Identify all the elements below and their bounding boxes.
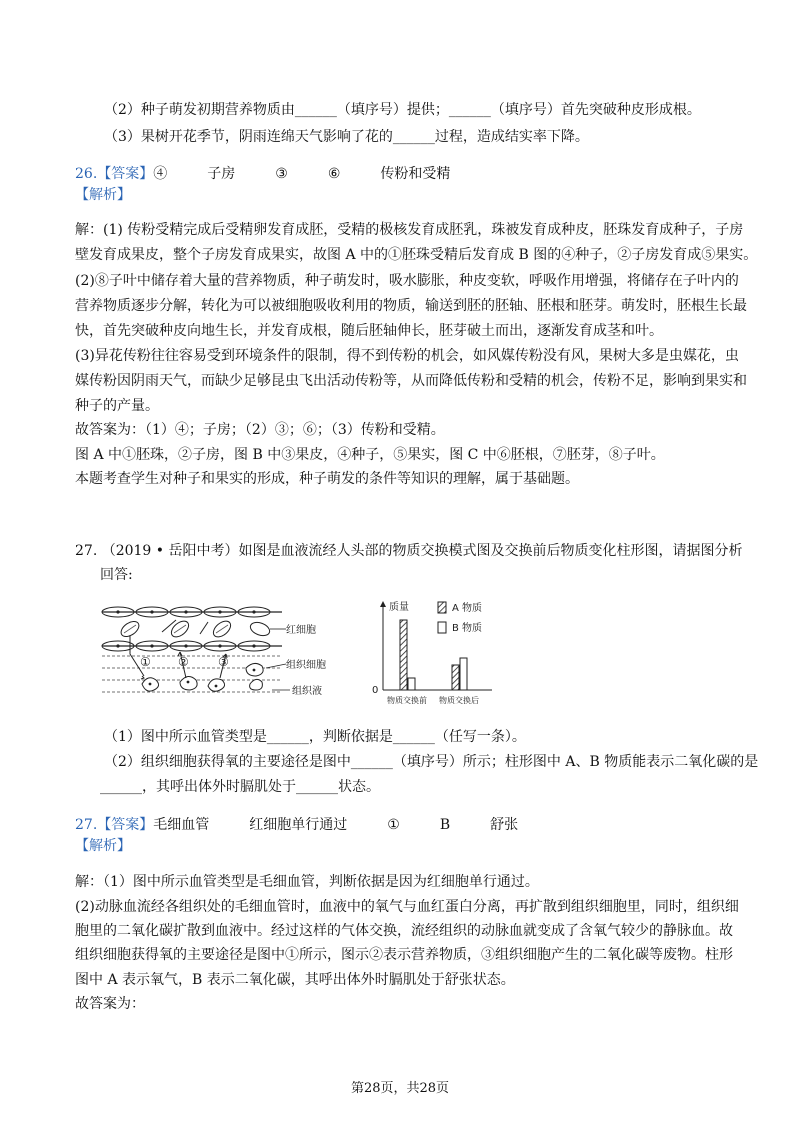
answer-item: 子房 [207, 166, 236, 182]
analysis-line: (2)⑧子叶中储存着大量的营养物质，种子萌发时，吸水膨胀，种皮变软，呼吸作用增强，将储存在子叶内的 [75, 273, 739, 289]
capillary-exchange-diagram [100, 602, 342, 702]
analysis-heading: 【解析】 [75, 187, 131, 203]
answer-tag: 【答案】 [97, 166, 154, 182]
analysis-line: 营养物质逐步分解，转化为可以被细胞吸收利用的物质，输送到胚的胚轴、胚根和胚芽。萌发时，胚根生长最 [75, 298, 747, 314]
answer-item: 舒张 [490, 817, 519, 833]
analysis-line: (2)动脉血流经各组织处的毛细血管时，血液中的氧气与血红蛋白分离，再扩散到组织细胞里，同时，组织细 [75, 899, 739, 915]
bar-a-2 [452, 665, 459, 690]
analysis-line: 胞里的二氧化碳扩散到血液中。经过这样的气体交换，流经组织的动脉血就变成了含氧气较少的静脉血。故 [75, 923, 733, 939]
analysis-heading: 【解析】 [75, 838, 131, 854]
answer-item: ① [387, 817, 400, 833]
answer-number: 27. [75, 817, 98, 833]
analysis-line: 图中 A 表示氧气，B 表示二氧化碳，其呼出体外时膈肌处于舒张状态。 [75, 972, 515, 988]
zero-label: 0 [372, 685, 379, 696]
q27-subquestion-2-cont: ______，其呼出体外时膈肌处于______状态。 [100, 779, 380, 795]
answer-item: ③ [275, 166, 288, 182]
bar-a-1 [400, 620, 407, 690]
marker-2: ② [178, 655, 189, 669]
answer-26 [75, 164, 450, 184]
marker-1: ① [140, 655, 151, 669]
answer-number: 26. [75, 166, 98, 182]
x-tick-label: 物质交换后 [439, 696, 479, 705]
answer-item: B [439, 817, 451, 833]
substance-bar-chart [368, 598, 504, 708]
legend-label-a: A 物质 [452, 603, 483, 614]
analysis-line: 故答案为：（1）④；子房；（2）③；⑥；（3）传粉和受精。 [75, 422, 445, 438]
q27-stem: 27. （2019 • 岳阳中考）如图是血液流经人头部的物质交换模式图及交换前后物质变化柱形图，请据图分析 [75, 543, 743, 559]
answer-tag: 【答案】 [97, 817, 154, 833]
answer-item: ④ [153, 166, 168, 182]
analysis-line: 本题考查学生对种子和果实的形成，种子萌发的条件等知识的理解，属于基础题。 [75, 471, 579, 487]
y-axis-arrow [380, 601, 386, 607]
legend-swatch-a [438, 602, 446, 613]
answer-item: 传粉和受精 [380, 166, 451, 182]
analysis-line: 壁发育成果皮，整个子房发育成果实，故图 A 中的①胚珠受精后发育成 B 图的④种子，②子房发育成⑤果实。 [75, 247, 758, 263]
q26-subquestion-3: （3）果树开花季节，阴雨连绵天气影响了花的______过程，造成结实率下降。 [104, 129, 589, 145]
analysis-line: (3)异花传粉往往容易受到环境条件的限制，得不到传粉的机会，如风媒传粉没有风，果树大多是虫媒花，虫 [75, 348, 739, 364]
analysis-line: 组织细胞获得氧的主要途径是图中①所示，图示②表示营养物质，③组织细胞产生的二氧化碳等废物。柱形 [75, 947, 733, 963]
analysis-line: 种子的产量。 [75, 398, 159, 414]
marker-3: ③ [218, 655, 229, 669]
y-axis-label: 质量 [389, 602, 409, 613]
analysis-line: 解：(1) 传粉受精完成后受精卵发育成胚，受精的极核发育成胚乳，珠被发育成种皮，胚珠发育成种子，子房 [75, 222, 744, 238]
label-tissue-fluid: 组织液 [292, 686, 322, 697]
bar-b-2 [460, 658, 467, 690]
answer-item: ⑥ [327, 166, 341, 182]
q26-subquestion-2: （2）种子萌发初期营养物质由______（填序号）提供；______（填序号）首先突破种皮形成根。 [104, 102, 701, 118]
analysis-line: 解：（1）图中所示血管类型是毛细血管，判断依据是因为红细胞单行通过。 [75, 874, 539, 890]
q27-subquestion-1: （1）图中所示血管类型是______，判断依据是______（任写一条）。 [104, 729, 526, 745]
legend-label-b: B 物质 [452, 623, 483, 634]
analysis-line: 故答案为： [75, 996, 145, 1012]
label-red-blood-cell: 红细胞 [286, 625, 316, 636]
analysis-line: 快，首先突破种皮向地生长，并发育成根，随后胚轴伸长，胚芽破土而出，逐渐发育成茎和叶。 [75, 323, 663, 339]
q27-stem-cont: 回答: [100, 567, 133, 583]
legend-swatch-b [438, 622, 446, 633]
q27-subquestion-2: （2）组织细胞获得氧的主要途径是图中______（填序号）所示；柱形图中 A、B 物质能表示二氧化碳的是 [104, 754, 759, 770]
label-tissue-cell: 组织细胞 [286, 660, 326, 671]
analysis-line: 图 A 中①胚珠，②子房，图 B 中③果皮，④种子，⑤果实，图 C 中⑥胚根，⑦胚芽，⑧子叶。 [75, 447, 665, 463]
page-footer: 第28页，共28页 [350, 1081, 450, 1096]
answer-item: 毛细血管 [153, 817, 210, 833]
answer-item: 红细胞单行通过 [249, 817, 348, 833]
analysis-line: 媒传粉因阴雨天气，而缺少足够昆虫飞出活动传粉等，从而降低传粉和受精的机会，传粉不足，影响到果实和 [75, 373, 747, 389]
bar-b-1 [408, 678, 415, 690]
x-tick-label: 物质交换前 [387, 696, 427, 705]
answer-27 [75, 815, 518, 835]
